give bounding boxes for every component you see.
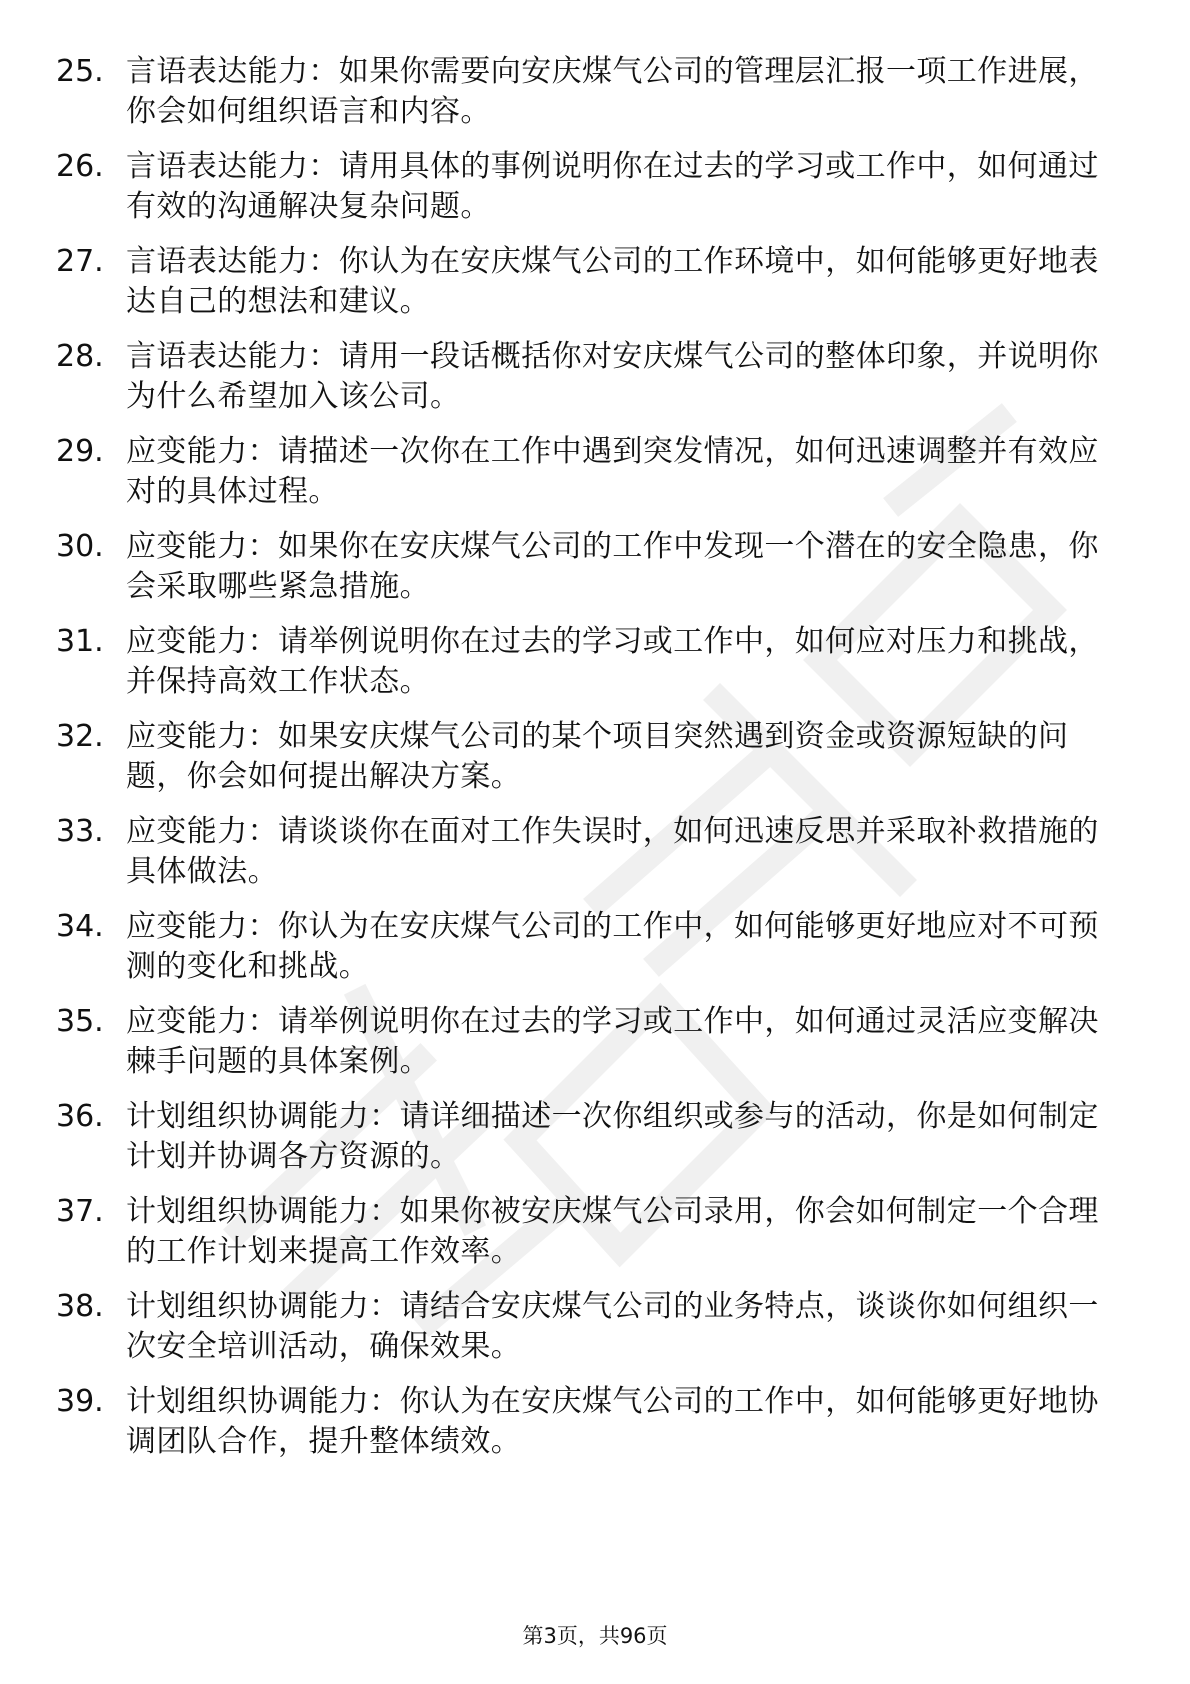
question-item: [0, 622, 1190, 722]
question-number: 26.: [56, 149, 104, 184]
question-text: 计划组织协调能力：如果你被安庆煤气公司录用，你会如何制定一个合理的工作计划来提高工作效率。: [126, 1194, 1099, 1269]
question-number: 38.: [56, 1289, 104, 1324]
question-item: [0, 52, 1190, 152]
question-item: [0, 907, 1190, 1007]
question-text: 言语表达能力：如果你需要向安庆煤气公司的管理层汇报一项工作进展，你会如何组织语言和内容。: [126, 54, 1099, 129]
question-item: [0, 432, 1190, 532]
question-item: [0, 1287, 1190, 1387]
question-item: [0, 717, 1190, 817]
question-text: 言语表达能力：你认为在安庆煤气公司的工作环境中，如何能够更好地表达自己的想法和建议。: [126, 244, 1099, 319]
question-text: 应变能力：如果你在安庆煤气公司的工作中发现一个潜在的安全隐患，你会采取哪些紧急措施。: [126, 529, 1099, 604]
question-number: 27.: [56, 244, 104, 279]
question-number: 36.: [56, 1099, 104, 1134]
question-text: 应变能力：请举例说明你在过去的学习或工作中，如何应对压力和挑战，并保持高效工作状态。: [126, 624, 1099, 699]
question-item: [0, 1097, 1190, 1197]
question-item: [0, 242, 1190, 342]
question-number: 35.: [56, 1004, 104, 1039]
question-item: [0, 527, 1190, 627]
question-number: 29.: [56, 434, 104, 469]
question-number: 28.: [56, 339, 104, 374]
question-item: [0, 1002, 1190, 1102]
question-number: 39.: [56, 1384, 104, 1419]
question-item: [0, 1192, 1190, 1292]
question-text: 应变能力：请举例说明你在过去的学习或工作中，如何通过灵活应变解决棘手问题的具体案例。: [126, 1004, 1099, 1079]
question-text: 言语表达能力：请用一段话概括你对安庆煤气公司的整体印象，并说明你为什么希望加入该公司。: [126, 339, 1099, 414]
question-number: 32.: [56, 719, 104, 754]
question-item: [0, 337, 1190, 437]
question-number: 34.: [56, 909, 104, 944]
question-text: 计划组织协调能力：请详细描述一次你组织或参与的活动，你是如何制定计划并协调各方资源的。: [126, 1099, 1099, 1174]
question-text: 应变能力：请谈谈你在面对工作失误时，如何迅速反思并采取补救措施的具体做法。: [126, 814, 1099, 889]
question-number: 30.: [56, 529, 104, 564]
question-text: 言语表达能力：请用具体的事例说明你在过去的学习或工作中，如何通过有效的沟通解决复杂问题。: [126, 149, 1099, 224]
question-item: [0, 147, 1190, 247]
question-number: 31.: [56, 624, 104, 659]
question-number: 33.: [56, 814, 104, 849]
question-text: 计划组织协调能力：你认为在安庆煤气公司的工作中，如何能够更好地协调团队合作，提升整体绩效。: [126, 1384, 1099, 1459]
question-text: 应变能力：如果安庆煤气公司的某个项目突然遇到资金或资源短缺的问题，你会如何提出解决方案。: [126, 719, 1069, 794]
question-text: 计划组织协调能力：请结合安庆煤气公司的业务特点，谈谈你如何组织一次安全培训活动，确保效果。: [126, 1289, 1099, 1364]
question-text: 应变能力：请描述一次你在工作中遇到突发情况，如何迅速调整并有效应对的具体过程。: [126, 434, 1099, 509]
question-item: [0, 812, 1190, 912]
question-number: 25.: [56, 54, 104, 89]
question-text: 应变能力：你认为在安庆煤气公司的工作中，如何能够更好地应对不可预测的变化和挑战。: [126, 909, 1099, 984]
question-item: [0, 1382, 1190, 1482]
question-number: 37.: [56, 1194, 104, 1229]
page-number: 第3页，共96页: [522, 1624, 668, 1648]
